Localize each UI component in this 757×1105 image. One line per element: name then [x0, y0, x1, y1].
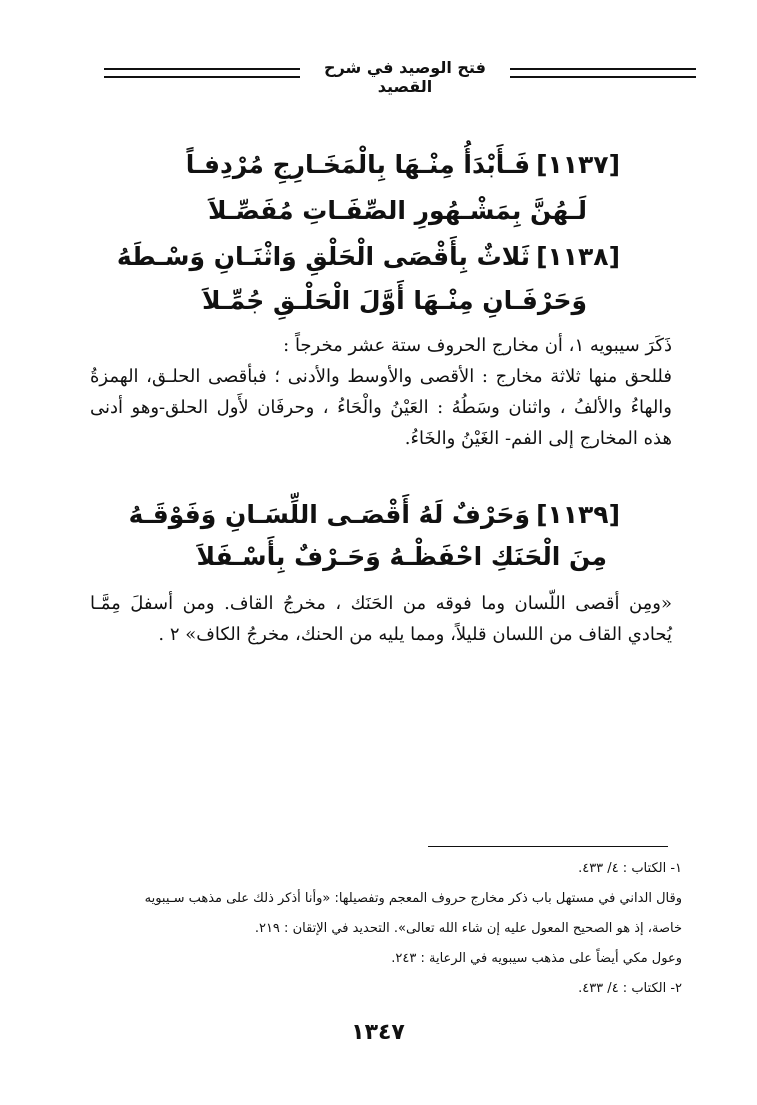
verse-text: فَـأَبْدَأُ مِنْـهَا بِالْمَخَـارِجِ مُرْدِفـاً: [185, 150, 531, 179]
commentary-1139: [90, 588, 672, 650]
verse-1138-first-hemistich: [117, 242, 620, 271]
footnote-separator: [428, 846, 668, 847]
verse-1139-second-hemistich: [197, 542, 607, 571]
header-rule-right: [510, 68, 696, 78]
verse-text: ثَلاثٌ بِأَقْصَى الْحَلْقِ وَاثْنَـانِ وَسْـطَهُ: [116, 242, 531, 271]
verse-1139-first-hemistich: [129, 500, 620, 529]
footnotes: [90, 854, 682, 1004]
verse-number: [١١٣٨]: [536, 242, 620, 271]
verse-1137-first-hemistich: [186, 150, 620, 179]
verse-1138-second-hemistich: [202, 286, 587, 315]
header-rule-left: [104, 68, 300, 78]
verse-number: [١١٣٧]: [536, 150, 620, 179]
running-header: [104, 56, 696, 96]
footnote-line: ٢- الكتاب : ٤/ ٤٣٣.: [578, 981, 682, 996]
commentary-paragraph: «ومِن أقصى اللّسان وما فوقه من الحَنَك ، مخرجُ القاف. ومن أسفلَ مِمَّـا يُحادي القاف من اللسان قليلاً، ومما يليه من الحنك، مخرجُ الكاف» ٢ .: [90, 593, 672, 645]
verse-text: وَحَرْفَـانِ مِنْـهَا أَوَّلَ الْحَلْـقِ جُمِّـلاَ: [201, 286, 587, 315]
verse-number: [١١٣٩]: [536, 500, 620, 529]
commentary-paragraph: ذَكَرَ سيبويه ١، أن مخارج الحروف ستة عشر مخرجاً :: [283, 335, 672, 356]
verse-text: لَـهُنَّ بِمَشْـهُورِ الصِّفَـاتِ مُفَصِّـلاَ: [207, 196, 587, 225]
verse-text: مِنَ الْحَنَكِ احْفَظْـهُ وَحَـرْفٌ بِأَسْـفَلاَ: [196, 542, 607, 571]
footnote-line: وعول مكي أيضاً على مذهب سيبويه في الرعاية : ٢٤٣.: [391, 951, 682, 966]
verse-1137-second-hemistich: [208, 196, 587, 225]
footnote-line: ١- الكتاب : ٤/ ٤٣٣.: [578, 861, 682, 876]
commentary-1137-1138: [90, 330, 672, 454]
verse-text: وَحَرْفٌ لَهُ أَقْصَـى اللِّسَـانِ وَفَوْقَـهُ: [128, 500, 531, 529]
footnote-line: وقال الداني في مستهل باب ذكر مخارج حروف المعجم وتفصيلها: «وأنا أذكر ذلك على مذهب سـيبويه: [144, 891, 682, 906]
footnote-line: خاصة، إذ هو الصحيح المعول عليه إن شاء الله تعالى». التحديد في الإتقان : ٢١٩.: [254, 921, 682, 936]
header-title: فتح الوصيد في شرح القصيد: [324, 58, 486, 96]
page-number: ١٣٤٧: [351, 1020, 405, 1045]
commentary-paragraph: فللحق منها ثلاثة مخارج : الأقصى والأوسط والأدنى ؛ فبأقصى الحلـق، الهمزةُ والهاءُ والألفُ ، واثنان وسَطُهُ : العَيْنُ والْحَاءُ ، وحرفَان لأَول الحلق-وهو أدنى هذه المخارج إلى الفم- الغَيْنُ والخَاءُ.: [90, 366, 672, 449]
